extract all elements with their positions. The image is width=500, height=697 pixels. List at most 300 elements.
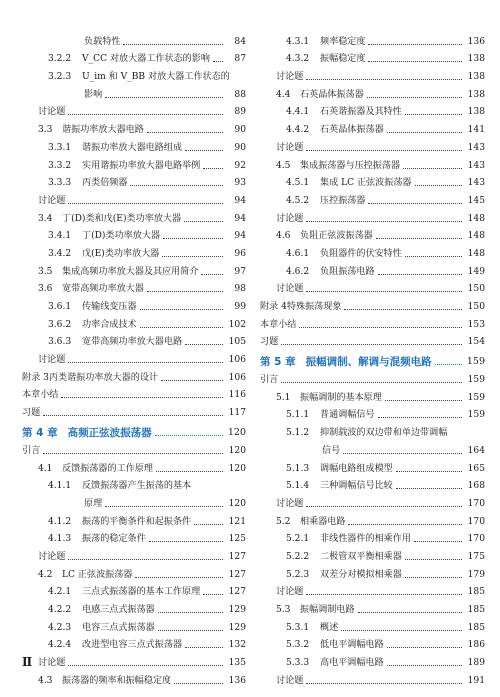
toc-entry-title [48,586,200,598]
toc-entry[interactable] [22,492,246,510]
toc-entry-title [286,622,338,634]
toc-page-number: 170 [467,534,485,545]
toc-entry[interactable] [22,563,246,581]
toc-entry-number: 3.2.2 [48,54,72,65]
toc-entry-number: 3.3.2 [48,160,72,171]
toc-entry[interactable] [260,295,485,313]
toc-entry-text: 石英谐振器及其特性 [320,107,402,118]
toc-entry-title [48,160,200,172]
toc-entry[interactable] [22,48,246,66]
toc-dot-leader [213,61,223,62]
toc-entry-text: 影响 [84,89,103,100]
toc-page-number: 153 [467,319,485,330]
toc-page-number: 125 [228,534,246,545]
toc-entry-title [22,427,152,439]
toc-entry-text: 习题 [22,408,41,419]
toc-dot-leader [203,594,223,595]
toc-entry[interactable] [22,65,246,83]
toc-page-number: 185 [467,622,485,633]
toc-entry[interactable] [22,136,246,154]
toc-entry[interactable] [22,189,246,207]
toc-entry-number: 5.2.3 [286,569,310,580]
toc-page-number: 120 [228,445,246,456]
toc-page-number: 143 [467,160,485,171]
toc-entry-text: 石英晶体振荡器 [320,125,384,136]
toc-dot-leader [130,185,223,186]
toc-entry-text: 宽带高频功率放大器 [62,284,144,295]
toc-page-number: 170 [467,498,485,509]
toc-entry-text: 讨论题 [276,72,304,83]
toc-entry-number: 4.6.1 [286,248,310,259]
toc-dot-leader [306,506,462,507]
toc-entry-text: 高频正弦波振荡器 [67,427,152,440]
toc-entry-title [48,301,137,313]
toc-page-number: 145 [467,195,485,206]
toc-entry-text: U_im 和 V_BB 对放大器工作状态的 [82,72,230,83]
toc-entry-number: 4.4 [276,89,291,100]
toc-page-number: 129 [228,605,246,615]
toc-entry[interactable] [260,136,485,154]
toc-entry-title [48,177,127,189]
toc-entry[interactable] [260,598,485,616]
toc-entry[interactable] [260,386,485,404]
toc-entry-text: 反馈振荡器产生振荡的基本 [82,481,192,492]
toc-page-number: 186 [467,640,485,651]
toc-entry[interactable] [22,101,246,119]
toc-entry-title [276,213,303,225]
toc-page-number: 170 [467,516,485,527]
toc-entry-title [48,248,159,260]
toc-dot-leader [155,435,223,436]
toc-page-number: 90 [234,142,246,153]
toc-entry-text: 振荡器的频率和振幅稳定度 [62,675,172,686]
toc-entry-title [22,389,58,401]
toc-dot-leader [344,309,462,310]
toc-entry[interactable] [22,439,246,457]
toc-entry-title [322,445,340,457]
toc-dot-leader [367,97,462,98]
toc-entry[interactable] [22,581,246,599]
toc-entry-number: 3.3 [38,125,53,136]
toc-entry-number: 5.1.3 [286,463,310,474]
toc-entry-number: 5.1 [276,392,291,403]
toc-entry-title [22,372,158,384]
toc-dot-leader [405,577,462,578]
toc-entry-text: 丁(D)类和戊(E)类功率放大器 [62,213,182,224]
toc-entry-text: 讨论题 [276,142,304,153]
toc-entry[interactable] [260,225,485,243]
toc-entry[interactable] [22,510,246,528]
toc-entry[interactable] [260,545,485,563]
toc-entry-title [38,213,181,225]
toc-entry-title [48,639,182,651]
toc-entry-text: 负阻振荡电路 [320,266,375,277]
toc-dot-leader [158,612,223,613]
toc-entry[interactable] [260,457,485,475]
toc-dot-leader [387,665,462,666]
toc-page-number: 168 [467,481,485,492]
toc-entry[interactable] [22,384,246,402]
toc-dot-leader [396,488,462,489]
toc-entry-number: 4.1.1 [48,481,72,492]
toc-dot-leader [405,114,462,115]
toc-entry[interactable] [260,492,485,510]
toc-entry-number: 第 5 章 [260,356,296,369]
toc-entry-text: 谐振功率放大器电路 [62,125,144,136]
toc-entry[interactable] [260,172,485,190]
toc-dot-leader [306,221,462,222]
toc-dot-leader [185,647,223,648]
toc-entry[interactable] [260,510,485,528]
toc-page-number: 99 [234,302,246,312]
toc-entry[interactable] [22,30,246,48]
toc-page-number: 89 [234,107,246,118]
toc-dot-leader [140,309,223,310]
toc-page-number: 117 [228,408,246,419]
toc-entry[interactable] [22,242,246,260]
toc-dot-leader [68,665,223,666]
toc-page-number: 143 [467,178,485,189]
toc-page-number: 94 [234,231,246,242]
toc-entry-title [260,319,296,331]
toc-entry[interactable] [22,278,246,296]
toc-dot-leader [161,380,223,381]
toc-entry-text: 实用谐振功率放大器电路举例 [82,160,201,171]
toc-entry-text: 调幅电路组成模型 [320,463,393,474]
toc-entry-number: 4.1.3 [48,534,72,545]
toc-entry-number: 附录 3 [22,372,49,383]
toc-dot-leader [405,559,462,560]
toc-entry-title [48,142,182,154]
toc-entry-title [38,551,65,563]
toc-entry[interactable] [260,154,485,172]
toc-entry-title [48,53,210,65]
toc-entry-number: 4.2.1 [48,587,72,598]
toc-page-number: 120 [228,463,246,474]
toc-entry-title [48,604,155,616]
toc-entry-number: 4.2.4 [48,640,72,651]
toc-page-number: 87 [234,54,246,65]
toc-dot-leader [149,541,223,542]
toc-entry-text: 丙类倍频器 [82,178,128,189]
toc-entry-title [276,675,303,687]
toc-page-number: 120 [227,427,246,439]
toc-entry[interactable] [260,368,485,386]
toc-entry[interactable] [22,331,246,349]
toc-entry-text: 讨论题 [38,195,66,206]
toc-entry[interactable] [260,404,485,422]
toc-entry[interactable] [22,154,246,172]
toc-entry-title [48,622,155,634]
toc-entry[interactable] [22,83,246,101]
toc-entry-text: 负载特性 [84,36,121,47]
toc-entry-title [286,106,402,118]
toc-page-number: 120 [228,498,246,509]
toc-entry-number: 4.5.2 [286,195,310,206]
toc-entry[interactable] [260,189,485,207]
toc-entry-title [260,374,278,386]
toc-entry-title [276,604,355,616]
toc-column-left [22,30,246,687]
toc-entry-text: 抑制载波的双边带和单边带调幅 [320,428,448,439]
toc-entry-number: 4.6 [276,231,291,242]
toc-entry-text: 改进型电容三点式振荡器 [82,640,183,651]
toc-entry-text: 讨论题 [38,658,66,669]
toc-entry[interactable] [260,475,485,493]
toc-entry[interactable] [22,545,246,563]
toc-entry[interactable] [260,616,485,634]
toc-entry-text: 讨论题 [276,284,304,295]
toc-entry-number: 4.6.2 [286,266,310,277]
toc-entry-title [276,230,373,242]
toc-entry-title [38,657,65,669]
toc-page-number: 150 [467,302,485,312]
toc-entry-title [38,283,144,295]
toc-entry-title [286,463,393,475]
toc-dot-leader [368,61,462,62]
toc-entry[interactable] [260,313,485,331]
toc-dot-leader [61,397,223,398]
toc-entry-text: 丁(D)类功率放大器 [82,231,161,242]
toc-entry-text: 特殊振荡现象 [286,302,342,312]
toc-page-number: 136 [467,36,485,47]
toc-dot-leader [281,344,462,345]
toc-entry-text: 传输线变压器 [82,302,137,312]
toc-entry-text: 普通调幅信号 [320,410,375,421]
toc-entry-title [22,445,40,457]
toc-dot-leader [162,256,223,257]
toc-entry-title [276,142,303,154]
toc-entry[interactable] [22,669,246,687]
toc-entry[interactable] [22,528,246,546]
toc-entry-text: 戊(E)类功率放大器 [82,248,160,259]
toc-entry[interactable] [22,172,246,190]
toc-dot-leader [405,256,462,257]
toc-entry-text: 集成高频功率放大器及其应用简介 [62,266,199,277]
toc-entry[interactable] [260,651,485,669]
toc-entry-number: 5.3.3 [286,658,310,669]
toc-entry[interactable] [260,581,485,599]
toc-entry-number: 3.6 [38,284,53,295]
toc-page-number: 90 [234,125,246,136]
toc-entry[interactable] [22,616,246,634]
toc-dot-leader [306,79,462,80]
toc-entry[interactable] [260,65,485,83]
toc-entry-text: 负阻正弦波振荡器 [300,231,373,242]
toc-entry-title [286,177,412,189]
toc-dot-leader [203,168,223,169]
toc-chapter-entry[interactable] [260,348,485,368]
toc-entry[interactable] [22,295,246,313]
toc-entry-number: 3.6.3 [48,337,72,348]
toc-entry-number: 第 4 章 [22,427,58,440]
toc-dot-leader [194,524,223,525]
toc-entry[interactable] [260,48,485,66]
toc-entry-text: 讨论题 [276,675,304,686]
toc-entry-title [286,551,402,563]
toc-entry-number: 3.4 [38,213,53,224]
toc-dot-leader [140,327,223,328]
toc-entry-title [48,480,191,492]
toc-entry[interactable] [22,475,246,493]
toc-page-number: 185 [467,605,485,615]
toc-entry-text: 功率合成技术 [82,319,137,330]
toc-entry[interactable] [22,457,246,475]
toc-entry-text: 谐振功率放大器电路组成 [82,142,183,153]
toc-entry-number: 4.3.2 [286,54,310,65]
toc-page-number: 127 [228,551,246,562]
toc-entry[interactable] [260,634,485,652]
toc-entry-title [276,89,364,101]
toc-entry-title [286,569,402,581]
toc-entry-number: 4.3 [38,675,53,686]
toc-page-number: 135 [228,658,246,669]
toc-entry[interactable] [260,528,485,546]
toc-dot-leader [306,594,462,595]
toc-chapter-entry[interactable] [22,419,246,439]
toc-entry-title [260,356,432,368]
toc-dot-leader [156,471,223,472]
toc-entry[interactable] [260,242,485,260]
toc-dot-leader [368,44,462,45]
toc-page-number: 138 [467,54,485,65]
toc-entry-number: 4.1 [38,463,53,474]
toc-entry-title [286,266,375,278]
toc-entry-number: 4.3.1 [286,36,310,47]
toc-entry[interactable] [260,439,485,457]
toc-page-number: 127 [228,569,246,580]
toc-page-number: 116 [228,390,246,401]
toc-entry-number: 5.2 [276,516,291,527]
toc-dot-leader [123,44,223,45]
toc-page-number: 159 [467,410,485,421]
toc-entry-number: 5.3 [276,605,291,615]
toc-entry[interactable] [260,563,485,581]
toc-dot-leader [415,185,462,186]
toc-entry[interactable] [22,366,246,384]
toc-entry[interactable] [22,313,246,331]
toc-entry-number: 3.5 [38,266,53,277]
toc-entry-title [38,124,144,136]
toc-entry[interactable] [260,331,485,349]
toc-entry[interactable] [22,651,246,669]
toc-entry-text: 讨论题 [276,587,304,598]
toc-dot-leader [358,612,462,613]
toc-page-number: 129 [228,622,246,633]
toc-entry-text: V_CC 对放大器工作状态的影响 [82,54,210,65]
toc-entry-title [84,36,120,48]
toc-entry[interactable] [22,225,246,243]
toc-entry-number: 4.4.1 [286,107,310,118]
toc-entry-title [286,409,375,421]
toc-entry-text: 振荡的平衡条件和起振条件 [82,516,192,527]
toc-entry-text: 习题 [260,337,279,348]
toc-entry-text: 讨论题 [38,551,66,562]
toc-entry-text: 本章小结 [22,390,59,401]
toc-dot-leader [378,274,462,275]
toc-page-number: 121 [228,516,246,527]
toc-entry[interactable] [260,278,485,296]
toc-entry[interactable] [260,118,485,136]
toc-entry[interactable] [22,118,246,136]
toc-entry-number: 3.3.3 [48,178,72,189]
toc-dot-leader [378,417,462,418]
toc-entry-text: 三点式振荡器的基本工作原理 [82,587,201,598]
toc-entry-title [276,283,303,295]
toc-entry-text: 振幅调制电路 [300,605,355,615]
toc-page-number: 106 [228,372,246,383]
toc-page-number: 159 [467,375,485,386]
toc-dot-leader [68,362,223,363]
toc-entry[interactable] [22,348,246,366]
toc-dot-leader [201,274,223,275]
toc-page-number: 150 [467,284,485,295]
toc-entry[interactable] [260,421,485,439]
toc-entry[interactable] [22,207,246,225]
toc-entry-title [38,266,198,278]
toc-dot-leader [387,647,462,648]
toc-dot-leader [147,132,223,133]
toc-entry-text: 集成 LC 正弦波振荡器 [320,178,412,189]
toc-entry-title [286,427,447,439]
toc-entry[interactable] [22,634,246,652]
toc-entry-title [286,657,384,669]
toc-entry-text: 原理 [84,498,103,509]
toc-entry-title [48,516,191,528]
toc-entry-text: 振幅稳定度 [320,54,366,65]
toc-entry-text: 石英晶体振荡器 [300,89,364,100]
toc-page-number: 143 [467,142,485,153]
toc-dot-leader [68,559,223,560]
toc-entry[interactable] [22,598,246,616]
toc-entry[interactable] [22,260,246,278]
toc-page-number: 88 [234,89,246,100]
toc-entry-text: 振幅调制的基本原理 [300,392,382,403]
toc-entry-number: 4.2.3 [48,622,72,633]
toc-page-number: 185 [467,587,485,598]
toc-entry-number: 5.1.1 [286,410,310,421]
toc-entry[interactable] [22,401,246,419]
toc-entry-number: 4.4.2 [286,125,310,136]
toc-entry-number: 4.5 [276,160,291,171]
toc-entry[interactable] [260,83,485,101]
toc-dot-leader [343,453,462,454]
toc-page-number: 189 [467,658,485,669]
toc-entry-text: 三种调幅信号比较 [320,481,393,492]
toc-entry-title [276,71,303,83]
toc-dot-leader [147,291,223,292]
toc-entry-title [48,71,230,83]
toc-entry-text: 讨论题 [276,498,304,509]
toc-dot-leader [185,150,223,151]
toc-dot-leader [306,291,462,292]
toc-page-number: 165 [467,463,485,474]
toc-entry[interactable] [260,101,485,119]
toc-entry-title [84,89,102,101]
toc-dot-leader [387,132,462,133]
toc-entry-title [286,53,365,65]
toc-entry[interactable] [260,30,485,48]
toc-entry[interactable] [260,207,485,225]
toc-entry[interactable] [260,260,485,278]
toc-entry-title [276,498,303,510]
toc-page-number: 141 [467,125,485,136]
page-folio: Ⅱ [22,655,33,669]
toc-entry[interactable] [260,669,485,687]
toc-page-number: 98 [234,284,246,295]
toc-entry-title [260,336,278,348]
toc-dot-leader [414,541,462,542]
